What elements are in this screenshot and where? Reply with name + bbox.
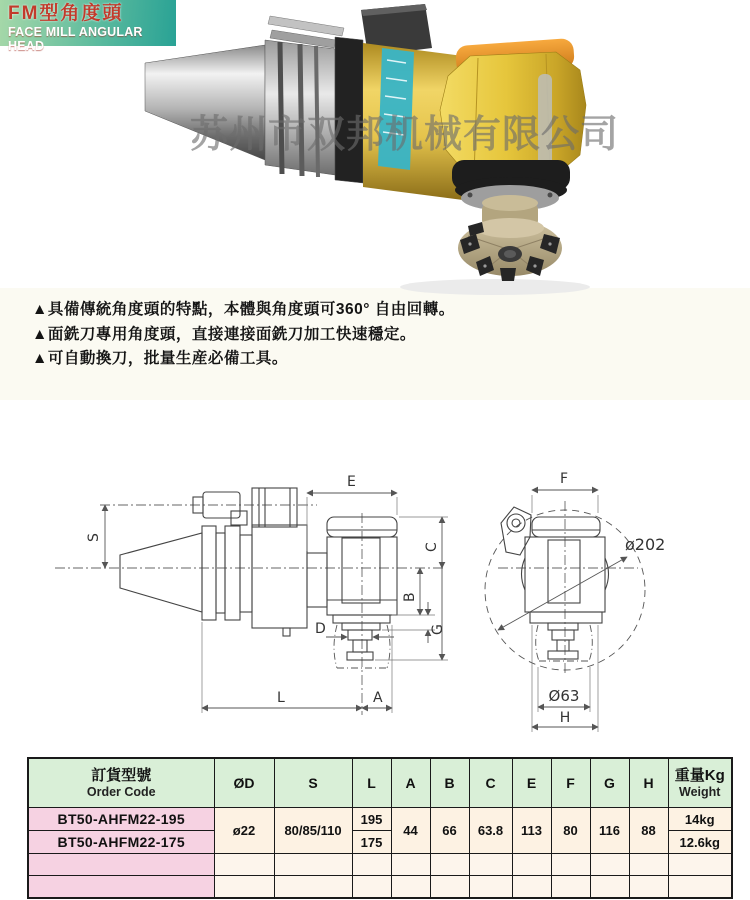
technical-drawing bbox=[25, 455, 735, 755]
company-watermark: 苏州市双邦机械有限公司 bbox=[190, 114, 620, 156]
col-d: ØD bbox=[214, 758, 274, 808]
front-view bbox=[485, 471, 665, 732]
page-subtitle: FACE MILL ANGULAR HEAD bbox=[8, 25, 143, 53]
l-cell: 195 bbox=[352, 808, 391, 831]
b-cell: 66 bbox=[430, 808, 469, 854]
table-row-empty bbox=[28, 876, 732, 899]
dim-label-f: F bbox=[560, 471, 569, 487]
table-header-row bbox=[28, 758, 732, 808]
table-row-empty bbox=[28, 854, 732, 876]
dim-label-b: B bbox=[402, 592, 418, 602]
feature-item: ▲可自動換刀，批量生産必備工具。 bbox=[32, 350, 288, 367]
photo-shadow bbox=[400, 279, 590, 295]
feature-item: ▲具備傳統角度頭的特點，本體與角度頭可360° 自由回轉。 bbox=[32, 301, 455, 318]
col-s: S bbox=[274, 758, 352, 808]
col-weight: 重量Kg Weight bbox=[668, 758, 732, 808]
h-cell: 88 bbox=[629, 808, 668, 854]
spec-table bbox=[27, 757, 733, 899]
dim-label-h: H bbox=[559, 710, 571, 726]
order-code-cell: BT50-AHFM22-195 bbox=[28, 808, 214, 831]
dim-label-e: E bbox=[347, 474, 356, 490]
feature-item: ▲面銑刀專用角度頭，直接連接面銑刀加工快速穩定。 bbox=[32, 325, 416, 343]
dim-label-dia202: ø202 bbox=[625, 535, 666, 554]
l-cell: 175 bbox=[352, 831, 391, 854]
s-cell: 80/85/110 bbox=[274, 808, 352, 854]
dim-label-dia63: Ø63 bbox=[548, 687, 580, 705]
page-title: FM型角度頭 bbox=[8, 3, 124, 24]
col-e: E bbox=[512, 758, 551, 808]
dim-label-a: A bbox=[373, 690, 383, 706]
col-order-code: 訂貨型號 Order Code bbox=[28, 758, 214, 808]
table-row bbox=[28, 808, 732, 831]
dim-label-s: S bbox=[86, 533, 102, 542]
f-cell: 80 bbox=[551, 808, 590, 854]
dim-label-c: C bbox=[424, 542, 440, 552]
col-l: L bbox=[352, 758, 391, 808]
dim-label-d: D bbox=[315, 621, 326, 637]
weight-cell: 14kg bbox=[668, 808, 732, 831]
col-g: G bbox=[590, 758, 629, 808]
col-a: A bbox=[391, 758, 430, 808]
col-h: H bbox=[629, 758, 668, 808]
feature-list bbox=[0, 288, 750, 400]
dim-label-l: L bbox=[277, 690, 285, 706]
col-b: B bbox=[430, 758, 469, 808]
weight-cell: 12.6kg bbox=[668, 831, 732, 854]
side-view bbox=[55, 474, 448, 715]
face-mill-cutter bbox=[452, 160, 570, 281]
d-cell: ø22 bbox=[214, 808, 274, 854]
g-cell: 116 bbox=[590, 808, 629, 854]
c-cell: 63.8 bbox=[469, 808, 512, 854]
col-f: F bbox=[551, 758, 590, 808]
a-cell: 44 bbox=[391, 808, 430, 854]
e-cell: 113 bbox=[512, 808, 551, 854]
order-code-cell: BT50-AHFM22-175 bbox=[28, 831, 214, 854]
dim-label-g: G bbox=[430, 624, 446, 635]
col-c: C bbox=[469, 758, 512, 808]
